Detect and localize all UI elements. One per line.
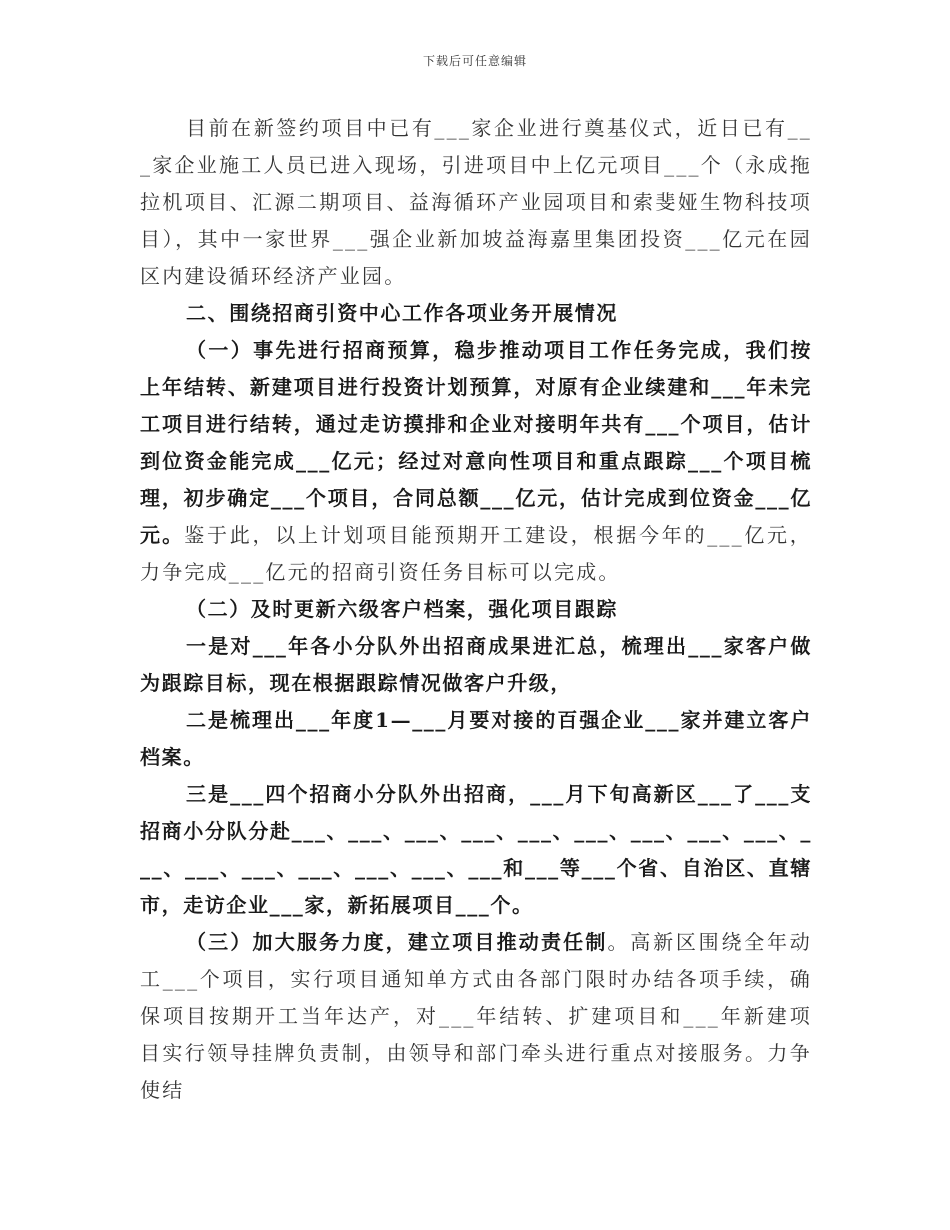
paragraph-new-projects: 目前在新签约项目中已有___家企业进行奠基仪式，近日已有___家企业施工人员已进入现场，引进项目中上亿元项目___个（永成拖拉机项目、汇源二期项目、益海循环产业园项目和索斐娅生物科技项目），其中一家世界___强企业新加坡益海嘉里集团投资___亿元在园区内建设循环经济产业园。: [140, 116, 812, 288]
document-body: [140, 110, 812, 1109]
paragraph-budget-bold: （一）事先进行招商预算，稳步推动项目工作任务完成，我们按上年结转、新建项目进行投资计划预算，对原有企业续建和___年未完工项目进行结转，通过走访摸排和企业对接明年共有___个项目，估计到位资金能完成___亿元；经过对意向性项目和重点跟踪___个项目梳理，初步确定___个项目，合同总额___亿元，估计完成到位资金___亿元。: [140, 338, 812, 547]
paragraph-item-one: 一是对___年各小分队外出招商成果进汇总，梳理出___家客户做为跟踪目标，现在根据跟踪情况做客户升级，: [140, 634, 812, 695]
section-heading: 二、围绕招商引资中心工作各项业务开展情况: [186, 301, 618, 325]
paragraph-service: [140, 924, 812, 1109]
paragraph-service-bold: （三）加大服务力度，建立项目推动责任制: [186, 930, 608, 954]
paragraph-item-three: 三是___四个招商小分队外出招商，___月下旬高新区___了___支招商小分队分赴___、___、___、___、___、___、___、___、___、___、___、___、___、___、___、___和___等___个省、自治区、直辖市，走访企业___家，新拓展项目___个。: [140, 782, 812, 917]
subheading-customer-files: （二）及时更新六级客户档案，强化项目跟踪: [186, 597, 618, 621]
paragraph-service-normal: 。高新区围绕全年动工___个项目，实行项目通知单方式由各部门限时办结各项手续，确保项目按期开工当年达产，对___年结转、扩建项目和___年新建项目实行领导挂牌负责制，由领导和部门牵头进行重点对接服务。力争使结: [140, 930, 812, 1102]
paragraph-budget: [140, 332, 812, 591]
paragraph-budget-normal: 鉴于此，以上计划项目能预期开工建设，根据今年的___亿元，力争完成___亿元的招商引资任务目标可以完成。: [140, 523, 812, 584]
paragraph-item-two: 二是梳理出___年度1—___月要对接的百强企业___家并建立客户档案。: [140, 708, 812, 769]
page-header: 下载后可任意编辑: [422, 54, 527, 68]
